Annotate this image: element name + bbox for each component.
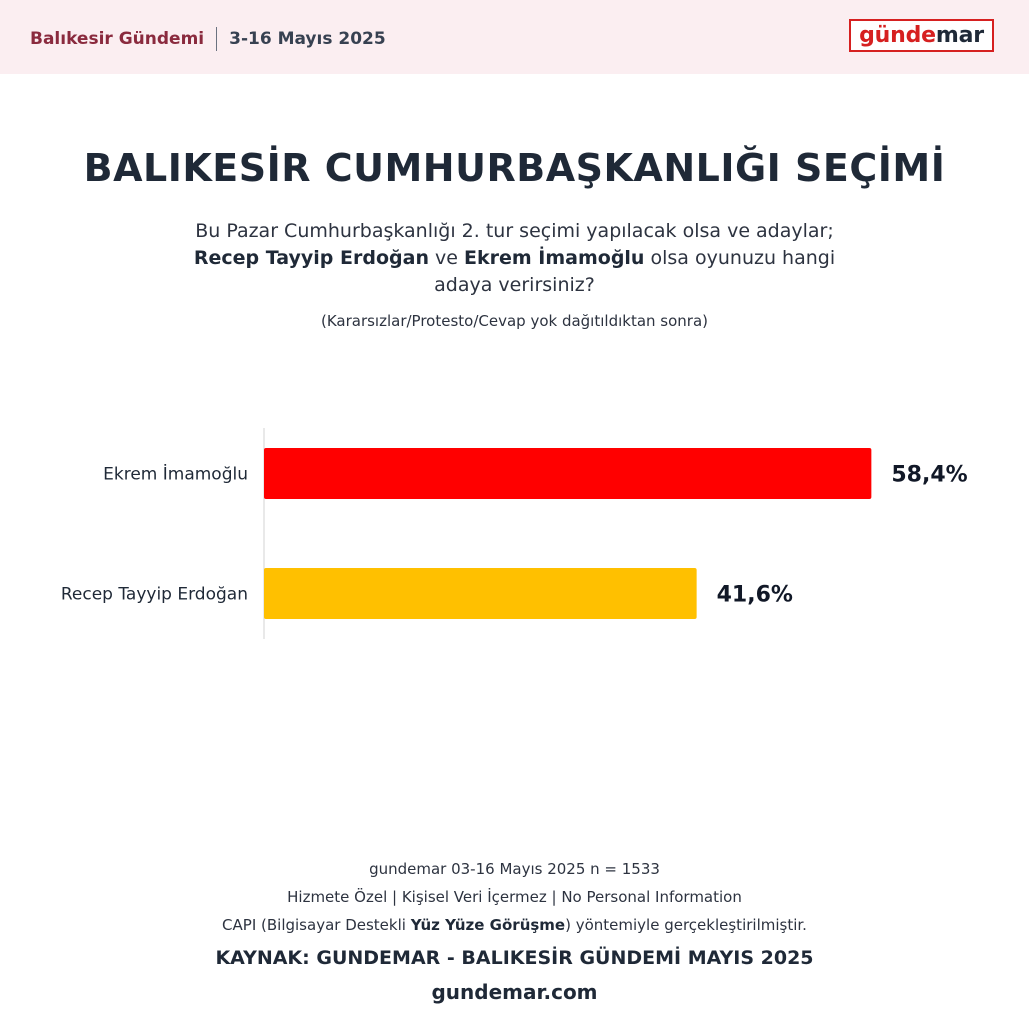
question-line-3: adaya verirsiniz? xyxy=(434,274,595,296)
value-label-0: 58,4% xyxy=(891,462,968,488)
survey-question xyxy=(160,218,869,299)
page-title: BALIKESİR CUMHURBAŞKANLIĞI SEÇİMİ xyxy=(83,146,946,190)
bar-1 xyxy=(264,568,697,619)
footer xyxy=(0,855,1029,1009)
footer-source: KAYNAK: GUNDEMAR - BALIKESİR GÜNDEMİ MAYIS 2025 xyxy=(215,947,814,969)
header-band xyxy=(0,0,1029,74)
question-line-1: Bu Pazar Cumhurbaşkanlığı 2. tur seçimi yapılacak olsa ve adaylar; xyxy=(195,220,834,242)
question-candidate-b: Ekrem İmamoğlu xyxy=(464,247,645,269)
footer-method-post: ) yöntemiyle gerçekleştirilmiştir. xyxy=(565,916,807,934)
footer-website: gundemar.com xyxy=(431,980,598,1004)
category-label-0: Ekrem İmamoğlu xyxy=(103,464,248,485)
question-candidate-a: Recep Tayyip Erdoğan xyxy=(193,247,429,269)
question-line-2 xyxy=(160,245,869,272)
logo-text-main: günde xyxy=(859,23,936,48)
footer-method-bold: Yüz Yüze Görüşme xyxy=(410,916,566,934)
logo-text-tail: mar xyxy=(935,23,984,48)
footer-method-pre: CAPI (Bilgisayar Destekli xyxy=(222,916,411,934)
header-left xyxy=(30,26,386,52)
bar-chart xyxy=(0,420,1029,650)
method-note: (Kararsızlar/Protesto/Cevap yok dağıtıldıktan sonra) xyxy=(320,312,709,330)
question-line-2-tail: olsa oyunuzu hangi xyxy=(644,247,836,269)
footer-sample-line: gundemar 03-16 Mayıs 2025 n = 1533 xyxy=(369,860,660,878)
footer-method-line xyxy=(0,911,1029,939)
region-label: Balıkesir Gündemi xyxy=(30,29,205,49)
footer-privacy-line: Hizmete Özel | Kişisel Veri İçermez | No Personal Information xyxy=(287,888,742,906)
header-divider xyxy=(216,27,217,51)
value-label-1: 41,6% xyxy=(716,582,793,608)
gundemar-logo xyxy=(849,19,994,52)
period-label: 3-16 Mayıs 2025 xyxy=(229,29,386,49)
category-label-1: Recep Tayyip Erdoğan xyxy=(60,584,248,605)
bar-0 xyxy=(264,448,871,499)
question-joiner: ve xyxy=(428,247,464,269)
